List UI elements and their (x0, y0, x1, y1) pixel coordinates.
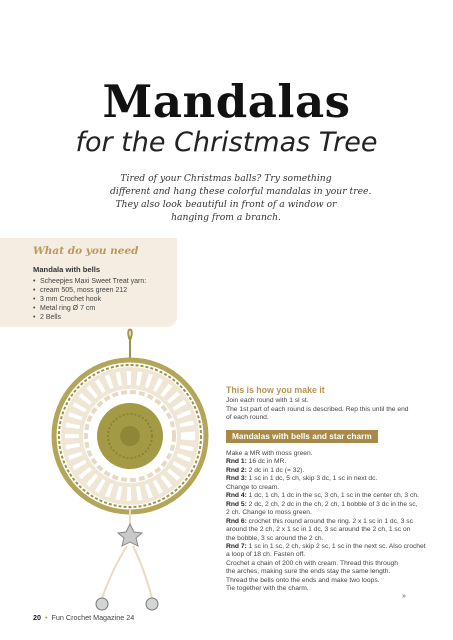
page-subtitle: for the Christmas Tree (75, 127, 378, 158)
step-text: 16 dc in MR. (246, 458, 287, 466)
step-text: Make a MR with moss green. (226, 450, 313, 457)
intro-line: Tired of your Christmas balls? Try something (120, 173, 332, 184)
continue-arrow-icon: » (402, 593, 406, 600)
hanging-loop (128, 330, 131, 341)
step-label: Rnd 5: (226, 500, 247, 508)
step-text: the bobble, 3 sc around the 2 ch. (226, 534, 324, 542)
step-label: Rnd 6: (226, 517, 247, 525)
step-text: a loop of 18 ch. Fasten off. (226, 551, 306, 559)
page-title: Mandalas (102, 75, 351, 128)
step-text: around the 2 ch, 2 x 1 sc in 1 dc, 3 sc around the 2 ch, 1 sc on (226, 526, 411, 534)
materials-item: • 2 Bells (33, 313, 175, 322)
step-text: Tie together with the charm. (226, 585, 309, 593)
step-line (226, 484, 426, 492)
footer-separator: • (45, 613, 48, 622)
step-line (226, 577, 426, 585)
step-text: the arches, making sure the ends stay the same length. (226, 568, 391, 576)
page-footer (33, 613, 134, 622)
chain-strand-left (102, 546, 127, 598)
materials-subheading: Mandala with bells (33, 265, 101, 274)
step-line (226, 450, 426, 458)
materials-item: • cream 505, moss green 212 (33, 286, 175, 295)
howto-line: Join each round with 1 sl st. (226, 397, 309, 404)
howto-heading: This is how you make it (226, 385, 325, 395)
step-text: 2 ch. Change to moss green. (226, 509, 312, 517)
intro-text (110, 172, 372, 224)
step-line (226, 458, 426, 466)
step-line (226, 492, 426, 500)
bell-icon-left (96, 598, 108, 610)
materials-item: • Metal ring Ø 7 cm (33, 304, 175, 313)
step-line (226, 518, 426, 526)
step-label: Rnd 1: (226, 458, 247, 466)
intro-line: different and hang these colorful mandalas in your tree. (110, 186, 372, 197)
page-number: 20 (33, 613, 41, 622)
howto-text (226, 397, 426, 423)
mandala-photo (30, 328, 230, 618)
step-text: Crochet a chain of 200 ch with cream. Thread this through (226, 559, 398, 567)
step-line (226, 475, 426, 483)
howto-line: of each round. (226, 414, 269, 422)
materials-item: • 3 mm Crochet hook (33, 295, 175, 304)
step-text: 1 dc, 1 ch, 1 dc in the sc, 3 ch, 1 sc in the center ch, 3 ch. (246, 492, 419, 500)
step-label: Rnd 2: (226, 466, 247, 474)
step-line (226, 560, 426, 568)
chain-strand-right (133, 546, 152, 598)
step-label: Rnd 4: (226, 492, 247, 500)
pattern-heading: Mandalas with bells and star charm (226, 430, 378, 443)
step-text: 1 sc in 1 sc, 2 ch, skip 2 sc, 1 sc in the next sc. Also crochet (246, 542, 426, 550)
step-line (226, 501, 426, 509)
howto-line: The 1st part of each round is described. Rep this until the end (226, 405, 409, 413)
step-text: 2 dc, 2 ch, 2 dc in the ch, 2 ch, 1 bobble of 3 dc in the sc, (246, 500, 418, 508)
step-label: Rnd 3: (226, 475, 247, 483)
star-charm-icon (118, 524, 142, 546)
bell-icon-right (146, 598, 158, 610)
magazine-name: Fun Crochet Magazine 24 (51, 613, 135, 622)
step-line (226, 568, 426, 576)
pattern-steps (226, 450, 426, 594)
step-text: Thread the bells onto the ends and make two loops. (226, 576, 380, 584)
step-label: Rnd 7: (226, 542, 247, 550)
materials-item: • Scheepjes Maxi Sweet Treat yarn: (33, 277, 175, 286)
step-line (226, 467, 426, 475)
step-line (226, 509, 426, 517)
step-line (226, 526, 426, 534)
intro-line: hanging from a branch. (171, 212, 281, 223)
center-core (120, 426, 140, 446)
step-line (226, 543, 426, 551)
step-text: crochet this round around the ring. 2 x 1 sc in 1 dc, 3 sc (246, 517, 413, 525)
step-text: 2 dc in 1 dc (= 32). (246, 466, 305, 474)
intro-line: They also look beautiful in front of a window or (115, 199, 337, 210)
step-text: 1 sc in 1 dc, 5 ch, skip 3 dc, 1 sc in next dc. (246, 475, 378, 483)
step-line (226, 551, 426, 559)
step-line (226, 585, 426, 593)
materials-heading: What do you need (33, 245, 139, 257)
step-line (226, 535, 426, 543)
materials-box (0, 238, 177, 327)
materials-list (33, 277, 175, 322)
step-text: Change to cream. (226, 483, 280, 491)
